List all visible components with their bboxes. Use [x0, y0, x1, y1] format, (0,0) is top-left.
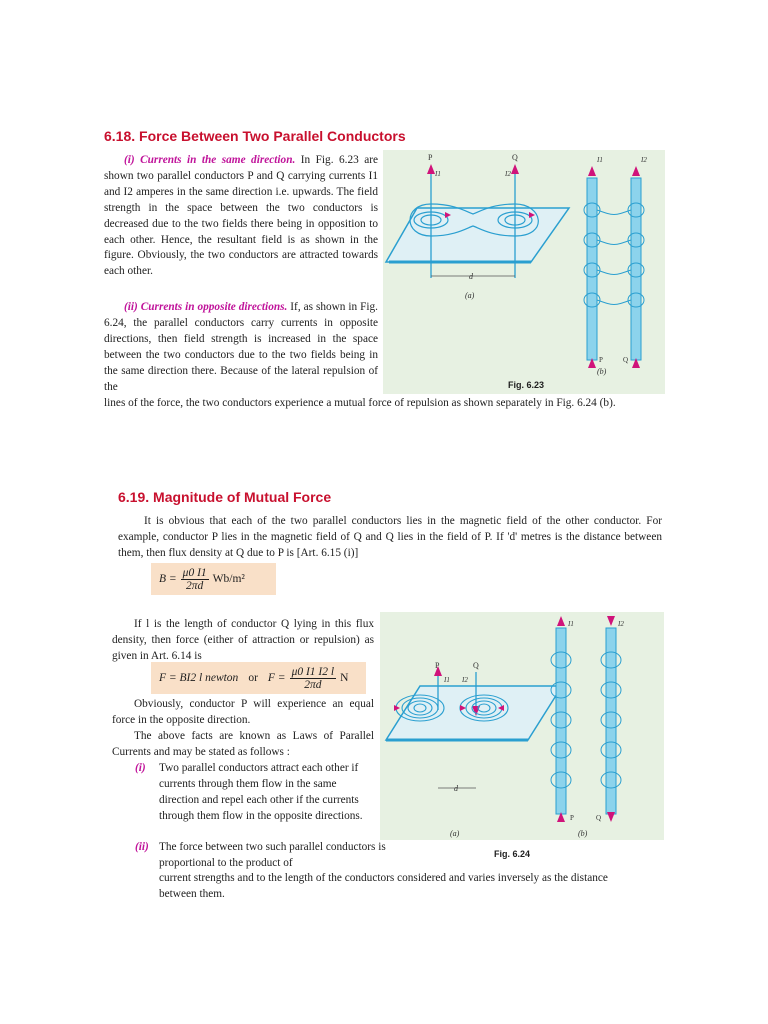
figure-6-24-caption: Fig. 6.24 — [494, 849, 531, 859]
paragraph-same-direction — [104, 153, 378, 280]
law-2-text-a: The force between two such parallel conductors is proportional to the product of — [159, 841, 386, 869]
svg-text:I2: I2 — [641, 156, 647, 164]
formula-flux-lhs: B = — [159, 573, 177, 585]
svg-text:I1: I1 — [597, 156, 603, 164]
subheading-opposite-direction: (ii) Currents in opposite directions. — [124, 301, 288, 313]
svg-text:Q: Q — [596, 814, 602, 822]
law-2-continued: current strengths and to the length of the conductors considered and varies inversely as the distance between them. — [159, 872, 608, 900]
conductor-p-rod — [587, 178, 597, 360]
svg-text:P: P — [570, 814, 574, 822]
label-b: (b) — [597, 367, 607, 376]
formula-flux-unit: Wb/m² — [212, 573, 245, 585]
formula-force-numerator: μ0 I1 I2 l — [291, 665, 335, 678]
formula-force-part1: F = BI2 l newton — [159, 672, 239, 684]
label-p: P — [435, 661, 440, 670]
label-a: (a) — [450, 829, 460, 838]
formula-force-or: or — [248, 672, 258, 684]
label-i1: I1 — [435, 170, 441, 178]
paragraph-opposite-direction — [104, 300, 378, 395]
paragraph-force-length: If l is the length of conductor Q lying in this flux density, then force (either of attraction or repulsion) as given in Art. 6.14 is — [112, 618, 374, 662]
formula-flux-numerator: μ0 I1 — [182, 566, 207, 579]
paragraph-opposite-direction-text: If, as shown in Fig. 6.24, the parallel conductors carry currents in opposite directions, then field strength is increased in the space between the two conductors due to the two fields being in the same direction there. Because of the lateral repulsion of the — [104, 301, 379, 393]
paragraph-magnitude-intro: It is obvious that each of the two parallel conductors lies in the magnetic field of the other conductor. For example, conductor P lies in the magnetic field of Q and Q lies in the field of P. If 'd' metres is the distance between them, then flux density at Q due to P is [Art. 6.15 (i)] — [118, 515, 662, 559]
svg-text:Q: Q — [623, 356, 629, 364]
svg-text:P: P — [599, 356, 603, 364]
section-heading-6-19: 6.19. Magnitude of Mutual Force — [118, 489, 332, 505]
formula-flux-density — [151, 563, 276, 595]
formula-flux-denominator: 2πd — [186, 579, 204, 592]
figure-6-24 — [380, 612, 664, 840]
figure-6-23-caption: Fig. 6.23 — [508, 380, 545, 390]
label-q: Q — [512, 153, 518, 162]
law-1-text: Two parallel conductors attract each other if currents through them flow in the same direction and repel each other if the currents through them flow in the opposite directions. — [159, 762, 363, 822]
svg-text:I2: I2 — [618, 620, 624, 628]
field-plane — [386, 208, 569, 262]
formula-force-denominator: 2πd — [304, 678, 322, 691]
paragraph-laws-intro: The above facts are known as Laws of Parallel Currents and may be stated as follows : — [112, 730, 374, 758]
law-1-number: (i) — [135, 762, 146, 774]
formula-force-lhs: F = — [267, 672, 286, 684]
law-2 — [135, 840, 387, 872]
label-i2: I2 — [462, 676, 468, 684]
label-q: Q — [473, 661, 479, 670]
formula-force — [151, 662, 366, 694]
label-a: (a) — [465, 291, 475, 300]
law-2-number: (ii) — [135, 841, 149, 853]
conductor-q-rod — [631, 178, 641, 360]
law-1 — [135, 761, 374, 825]
conductor-p-rod — [556, 628, 566, 814]
subheading-same-direction: (i) Currents in the same direction. — [124, 154, 296, 166]
figure-6-23-drawing — [383, 150, 665, 394]
label-p: P — [428, 153, 433, 162]
label-d: d — [469, 272, 473, 281]
label-i1: I1 — [444, 676, 450, 684]
section-heading-6-18: 6.18. Force Between Two Parallel Conductors — [104, 128, 406, 144]
paragraph-same-direction-text: In Fig. 6.23 are shown two parallel conductors P and Q carrying currents I1 and I2 amperes in the same direction i.e. upwards. The field strength in the space between the two conductors is decreased due to the two fields there being in opposition to each other. Hence, the resultant field is as shown in the figure. Obviously, the two conductors are attracted towards each other. — [104, 154, 378, 278]
label-i2: I2 — [505, 170, 511, 178]
formula-force-unit: N — [340, 672, 349, 684]
label-d: d — [454, 784, 458, 793]
conductor-q-rod — [606, 628, 616, 814]
conductor-pair-b — [551, 616, 621, 822]
label-b: (b) — [578, 829, 588, 838]
svg-text:I1: I1 — [568, 620, 574, 628]
conductor-pair-b — [584, 166, 644, 368]
figure-6-23 — [383, 150, 665, 394]
paragraph-repulsion-tail: lines of the force, the two conductors experience a mutual force of repulsion as shown separately in Fig. 6.24 (b). — [104, 397, 616, 409]
figure-6-24-drawing — [380, 612, 664, 840]
current-arrow-q — [511, 164, 519, 174]
current-arrow-p — [427, 164, 435, 174]
paragraph-equal-force: Obviously, conductor P will experience an equal force in the opposite direction. — [112, 698, 374, 726]
